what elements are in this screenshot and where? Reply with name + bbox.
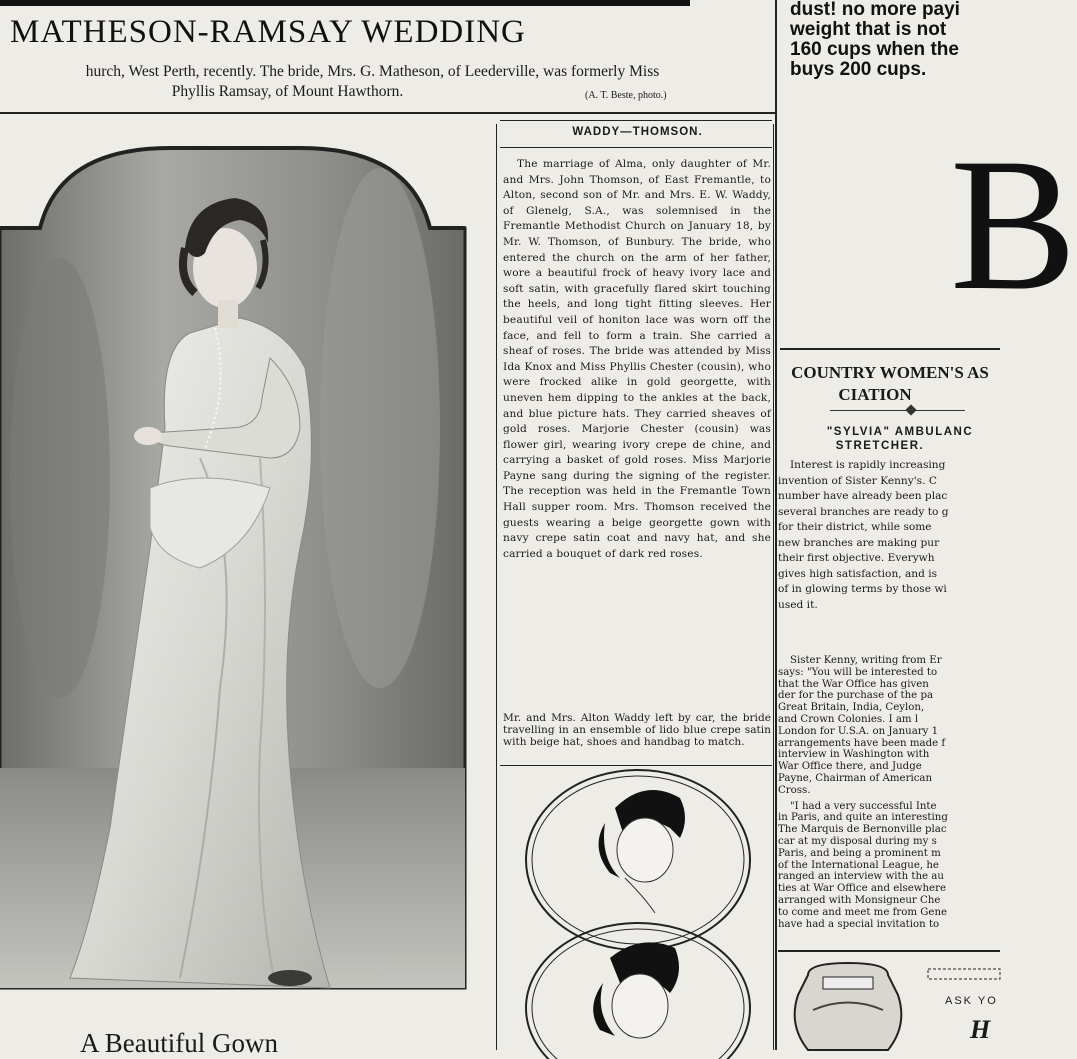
column-rule-mid2	[773, 124, 774, 1050]
cwa-line: Sister Kenny, writing from Er	[790, 655, 942, 666]
cwa-line: their first objective. Everywh	[778, 552, 935, 564]
wedding-photograph	[0, 128, 490, 1020]
column-rule-right	[775, 0, 777, 1050]
ad-big-letter: B	[950, 120, 1077, 330]
waddy-thomson-article: The marriage of Alma, only daughter of Mr. and Mrs. John Thomson, of East Fremantle, to Alton, second son of Mr. and Mrs. E. W. Waddy, of Glenelg, S.A., was solemnised in the Fremantle Methodist Church on January 18, by Mr. W. Thomson, of Bunbury. The bride, who entered the church on the arm of her father, wore a beautiful frock of heavy ivory lace and soft satin, with gracefully flared skirt touching the heels, and long tight fitting sleeves. Her beautiful veil of honiton lace was worn off the face, and fell to form a train. She carried a sheaf of roses. The bride was attended by Miss Ida Knox and Miss Phyllis Chester (cousin), who were frocked alike in gold georgette, with uneven hem dipping to the ankles at the back, and blue picture hats. They carried sheaves of gold roses. Marjorie Chester (cousin) was flower girl, wearing ivory crepe de chine, and carrying a basket of gold roses. Miss Marjorie Payne sang during the signing of the register. The reception was held in the Fremantle Town Hall supper room. Mrs. Thomson received the guests wearing a beige georgette gown with navy crepe satin coat and navy hat, and she carried a bouquet of dark red roses.	[503, 158, 771, 560]
cwa-line: says: "You will be interested to	[778, 666, 938, 678]
ad-bottom-text: ASK YO	[945, 995, 998, 1007]
wedding-headline: MATHESON-RAMSAY WEDDING	[10, 14, 526, 50]
waddy-thomson-article-tail: Mr. and Mrs. Alton Waddy left by car, the bride travelling in an ensemble of lido blue crepe satin with beige hat, shoes and handbag to match.	[503, 712, 771, 748]
ad-top-rule	[778, 950, 1000, 952]
cwa-line: ties at War Office and elsewhere	[778, 883, 946, 895]
cwa-line: der for the purchase of the pa	[778, 690, 934, 702]
cwa-line: "I had a very successful Inte	[790, 800, 937, 812]
cwa-article-p1	[778, 458, 1000, 648]
cwa-article-p2	[778, 655, 1000, 945]
cwa-subheading	[800, 425, 1000, 453]
top-banner-rule	[0, 0, 690, 6]
gown-caption: A Beautiful Gown	[80, 1028, 278, 1058]
bride-photo-illustration	[0, 128, 490, 1020]
cwa-divider-diamond	[905, 404, 916, 415]
cwa-divider	[830, 410, 965, 411]
caption-line-1: hurch, West Perth, recently. The bride, Mrs. G. Matheson, of Leederville, was formerly Miss	[85, 63, 660, 80]
cwa-heading-line-2: CIATION	[838, 385, 912, 404]
caption-line-2: Phyllis Ramsay, of Mount Hawthorn.	[171, 83, 404, 100]
cwa-line: interview in Washington with	[778, 749, 930, 761]
cwa-paragraph-1	[778, 458, 1000, 613]
cwa-line: ranged an interview with the au	[778, 871, 944, 883]
cwa-line: of the International League, he	[778, 859, 939, 871]
cwa-line: War Office there, and Judge	[778, 761, 922, 773]
cwa-heading-line-1: COUNTRY WOMEN'S AS	[791, 363, 989, 382]
cwa-line: Cross.	[778, 784, 811, 796]
cwa-line: number have already been plac	[778, 490, 948, 502]
cwa-paragraph-2	[778, 655, 1000, 797]
cwa-line: Great Britain, India, Ceylon,	[778, 702, 925, 714]
cwa-line: for their district, while some	[778, 521, 932, 533]
cwa-line: car at my disposal during my s	[778, 835, 937, 847]
photo-credit: (A. T. Beste, photo.)	[585, 90, 667, 101]
cwa-subheading-line-1: "SYLVIA" AMBULANC	[826, 426, 974, 438]
cwa-paragraph-3	[778, 801, 1000, 931]
cwa-line: Payne, Chairman of American	[778, 772, 933, 784]
cwa-line: The Marquis de Bernonville plac	[778, 824, 947, 836]
cwa-line: several branches are ready to g	[778, 505, 949, 518]
cwa-line: London for U.S.A. on January 1	[778, 725, 939, 737]
cwa-line: arranged with Monsigneur Che	[778, 894, 941, 906]
cwa-line: of in glowing terms by those wi	[778, 583, 947, 595]
ad-line-3: 160 cups when the	[790, 39, 959, 60]
cwa-line: have had a special invitation to	[778, 918, 940, 930]
ad-line-1: dust! no more payi	[790, 0, 960, 20]
cwa-line: gives high satisfaction, and is	[778, 567, 938, 580]
waddy-thomson-heading: WADDY—THOMSON.	[572, 126, 703, 138]
hat-fashion-illustration	[505, 768, 770, 1050]
ad-bottom-letter: H	[970, 1015, 991, 1044]
tea-advertisement	[790, 0, 1000, 80]
cwa-line: and Crown Colonies. I am l	[778, 713, 919, 725]
waddy-title-rule	[500, 147, 772, 148]
cwa-line: to come and meet me from Gene	[778, 906, 948, 918]
ad-line-4: buys 200 cups.	[790, 59, 927, 80]
waddy-top-rule	[500, 120, 772, 121]
cwa-line: used it.	[778, 598, 818, 611]
ad-bottom-rule	[780, 348, 1000, 350]
section-rule	[0, 112, 775, 114]
cwa-line: Paris, and being a prominent m	[778, 847, 941, 859]
waddy-end-rule	[500, 765, 772, 766]
cwa-line: that the War Office has given	[778, 678, 929, 690]
cwa-line: arrangements have been made f	[778, 737, 946, 749]
cwa-line: in Paris, and quite an interesting	[778, 812, 948, 824]
ad-line-2: weight that is not	[790, 19, 947, 40]
column-rule-mid	[496, 124, 497, 1050]
cwa-line: invention of Sister Kenny's. C	[778, 474, 937, 487]
cwa-line: Interest is rapidly increasing	[790, 459, 946, 471]
cwa-heading	[780, 362, 1000, 406]
cwa-line: new branches are making pur	[778, 536, 940, 549]
cwa-subheading-line-2: STRETCHER.	[835, 440, 925, 452]
